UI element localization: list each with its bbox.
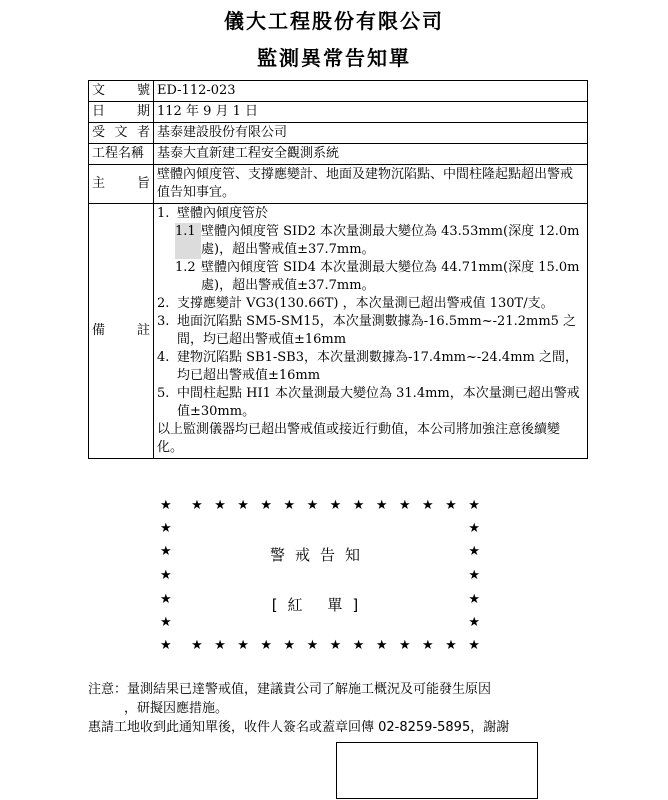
star-icon: ★ [283,638,296,653]
remark-subitem-1-2-num: 1.2 [175,260,196,275]
recipient-row [89,123,588,144]
remark-item-4-num: 4. [157,350,170,365]
note-line-2: ，研擬因應措施。 [124,701,229,716]
remark-subitem-1-1-num: 1.1 [175,223,201,259]
remark-subitem-1-1-text: 壁體內傾度管 SID2 本次量測最大變位為 43.53mm(深度 12.0m 處)，超出警戒值±37.7mm。 [201,224,580,257]
star-icon: ★ [468,615,480,630]
star-icon: ★ [214,498,226,513]
star-icon: ★ [445,498,457,513]
remark-item-2-text: 支撐應變計 VG3(130.66T) ，本次量測已超出警戒值 130T/支。 [177,296,554,311]
subject-label-a: 主 [92,176,106,191]
remark-closing: 以上監測儀器均已超出警戒值或接近行動值，本公司將加強注意後續變化。 [157,422,561,455]
date-row [89,102,588,123]
date-label-cell [89,102,154,123]
star-icon: ★ [468,592,480,607]
star-icon: ★ [352,498,365,513]
subject-label-b: 旨 [136,176,150,191]
star-icon: ★ [260,498,273,513]
remark-item-5-text: 中間柱起點 HI1 本次量測最大變位為 31.4mm，本次量測已超出警戒值±30mm。 [177,386,580,419]
star-icon: ★ [237,638,249,653]
recipient-label-a: 受 [92,125,106,140]
remarks-label-a: 備 [92,323,106,338]
doc-no-row [89,81,588,102]
star-icon: ★ [422,498,434,513]
project-value: 基泰大直新建工程安全觀測系統 [154,144,588,165]
document-title: 監測異常告知單 [257,46,411,70]
star-icon: ★ [422,638,434,653]
date-label-b: 期 [136,104,150,119]
remark-item-4-text: 建物沉陷點 SB1-SB3，本次量測數據為-17.4mm~-24.4mm 之間，均已超出警戒值±16mm [177,350,578,383]
subject-label-cell [89,165,154,204]
recipient-label [92,124,150,142]
star-icon: ★ [329,498,342,513]
star-icon: ★ [260,638,273,653]
star-icon: ★ [191,498,203,513]
star-icon: ★ [160,615,172,630]
doc-no-label-cell [89,81,154,102]
remark-item-3 [157,313,584,349]
star-icon: ★ [214,638,226,653]
project-row [89,144,588,165]
recipient-label-b: 文 [114,125,128,140]
note-line-3: 惠請工地收到此通知單後，收件人簽名或蓋章回傳 02-8259-5895，謝謝 [88,720,510,735]
remark-subitem-1-1 [157,223,584,259]
remark-item-2-num: 2. [157,296,170,311]
star-border-top [160,498,480,513]
star-icon: ★ [468,498,480,513]
subject-value: 壁體內傾度管、支撐應變計、地面及建物沉陷點、中間柱隆起點超出警戒值告知事宜。 [154,165,588,204]
date-value: 112 年 9 月 1 日 [154,102,588,123]
doc-no-label-b: 號 [136,83,150,98]
remark-item-3-num: 3. [157,314,170,329]
star-icon: ★ [191,638,203,653]
remark-item-1-num: 1. [157,206,170,221]
star-icon: ★ [160,498,172,513]
remark-subitem-1-2-text: 壁體內傾度管 SID4 本次量測最大變位為 44.71mm(深度 15.0m 處)，超出警戒值±37.7mm。 [201,260,580,293]
doc-no-label-a: 文 [92,83,106,98]
subject-row [89,165,588,204]
remarks-row [89,204,588,459]
star-icon: ★ [352,638,365,653]
star-icon: ★ [398,498,411,513]
remark-item-1-text: 壁體內傾度管於 [177,206,269,221]
red-notice-label: [紅 單] [271,596,369,614]
recipient-value: 基泰建設股份有限公司 [154,123,588,144]
signature-box [336,742,538,799]
star-icon: ★ [468,521,480,536]
remark-item-1 [157,205,584,223]
project-label: 工程名稱 [92,146,145,161]
star-icon: ★ [283,498,296,513]
remarks-label [92,322,150,340]
star-icon: ★ [468,544,480,559]
remark-item-2 [157,295,584,313]
star-icon: ★ [306,498,319,513]
warning-stamp-box [160,498,480,658]
project-label-cell [89,144,154,165]
star-icon: ★ [237,498,249,513]
date-label [92,103,150,121]
star-icon: ★ [468,568,480,583]
notice-form-table [88,80,588,459]
star-border-bottom [160,638,480,653]
star-icon: ★ [160,592,172,607]
star-icon: ★ [468,638,480,653]
remarks-label-cell [89,204,154,459]
recipient-label-cell [89,123,154,144]
doc-no-label [92,82,150,100]
recipient-label-c: 者 [136,125,150,140]
subject-label [92,175,150,193]
star-icon: ★ [160,568,172,583]
remarks-label-b: 註 [136,323,150,338]
note-line-1: 注意：量測結果已達警戒值，建議貴公司了解施工概況及可能發生原因 [88,682,492,697]
star-icon: ★ [375,498,388,513]
star-icon: ★ [160,544,172,559]
remark-item-5 [157,385,584,421]
star-icon: ★ [160,521,172,536]
star-icon: ★ [306,638,319,653]
remark-subitem-1-2 [157,259,584,295]
star-icon: ★ [375,638,388,653]
remark-item-3-text: 地面沉陷點 SM5-SM15，本次量測數據為-16.5mm~-21.2mm5 之間，均已超出警戒值±16mm [177,314,577,347]
company-name: 儀大工程股份有限公司 [224,9,444,33]
remark-item-4 [157,349,584,385]
star-icon: ★ [445,638,457,653]
doc-no-value: ED-112-023 [154,81,588,102]
star-icon: ★ [160,638,172,653]
remark-item-5-num: 5. [157,386,170,401]
remarks-value [154,204,588,459]
star-icon: ★ [329,638,342,653]
warning-title: 警戒告知 [269,546,370,564]
star-icon: ★ [398,638,411,653]
date-label-a: 日 [92,104,106,119]
